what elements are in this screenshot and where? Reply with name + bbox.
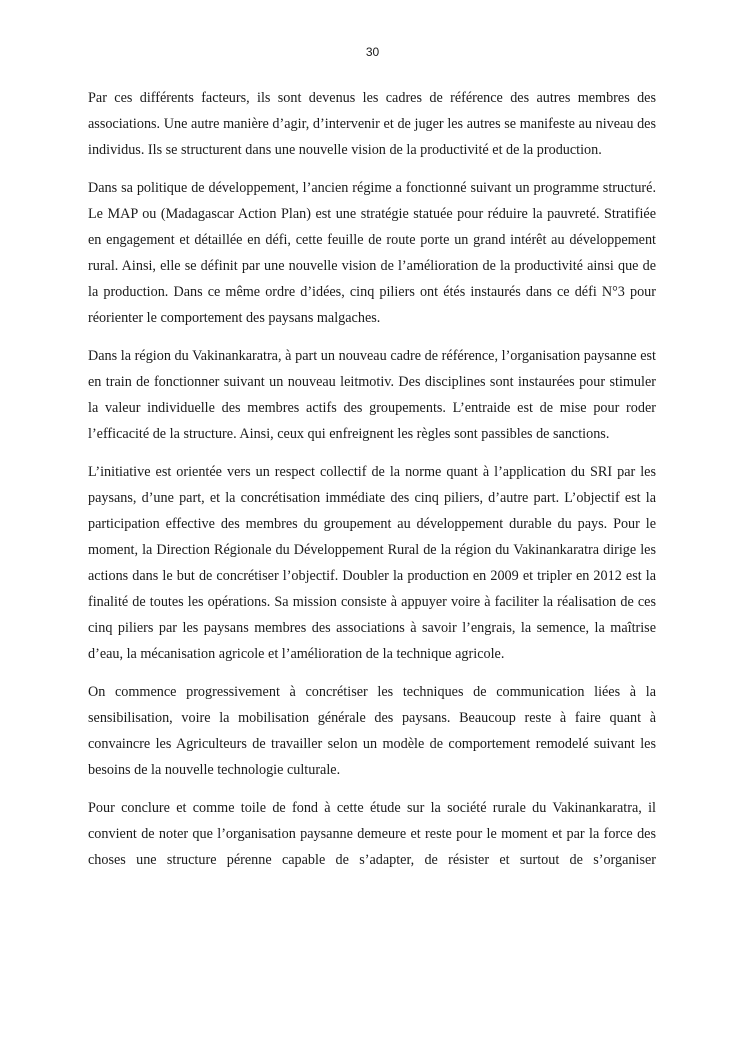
paragraph-4: L’initiative est orientée vers un respect collectif de la norme quant à l’application du SRI par les paysans, d’une part, et la concrétisation immédiate des cinq piliers, d’autre part. L’objectif est la participation effective des membres du groupement au développement durable du pays. Pour le moment, la Direction Régionale du Développement Rural de la région du Vakinankaratra dirige les actions dans le but de concrétiser l’objectif. Doubler la production en 2009 et tripler en 2012 est la finalité de toutes les opérations. Sa mission consiste à appuyer voire à faciliter la réalisation de ces cinq piliers par les paysans membres des associations à savoir l’engrais, la semence, la maîtrise d’eau, la mécanisation agricole et l’amélioration de la technique agricole. bbox=[88, 464, 656, 662]
paragraph-3: Dans la région du Vakinankaratra, à part un nouveau cadre de référence, l’organisation paysanne est en train de fonctionner suivant un nouveau leitmotiv. Des disciplines sont instaurées pour stimuler la valeur individuelle des membres actifs des groupements. L’entraide est de mise pour roder l’efficacité de la structure. Ainsi, ceux qui enfreignent les règles sont passibles de sanctions. bbox=[88, 348, 656, 442]
page-number: 30 bbox=[365, 45, 380, 59]
paragraph-5: On commence progressivement à concrétiser les techniques de communication liées à la sensibilisation, voire la mobilisation générale des paysans. Beaucoup reste à faire quant à convaincre les Agriculteurs de travailler selon un modèle de comportement remodelé suivant les besoins de la nouvelle technologie culturale. bbox=[88, 684, 656, 778]
paragraph-2: Dans sa politique de développement, l’ancien régime a fonctionné suivant un programme structuré. Le MAP ou (Madagascar Action Plan) est une stratégie statuée pour réduire la pauvreté. Stratifiée en engagement et détaillée en défi, cette feuille de route porte un grand intérêt au développement rural. Ainsi, elle se définit par une nouvelle vision de l’amélioration de la productivité ainsi que de la production. Dans ce même ordre d’idées, cinq piliers ont étés instaurés dans ce défi N°3 pour réorienter le comportement des paysans malgaches. bbox=[88, 180, 656, 326]
paragraph-6: Pour conclure et comme toile de fond à cette étude sur la société rurale du Vakinankaratra, il convient de noter que l’organisation paysanne demeure et reste pour le moment et par la force des choses une structure pérenne capable de s’adapter, de résister et surtout de s’organiser bbox=[88, 800, 656, 868]
document-body bbox=[88, 85, 656, 885]
paragraph-1: Par ces différents facteurs, ils sont devenus les cadres de référence des autres membres des associations. Une autre manière d’agir, d’intervenir et de juger les autres se manifeste au niveau des individus. Ils se structurent dans une nouvelle vision de la productivité et de la production. bbox=[88, 90, 656, 158]
